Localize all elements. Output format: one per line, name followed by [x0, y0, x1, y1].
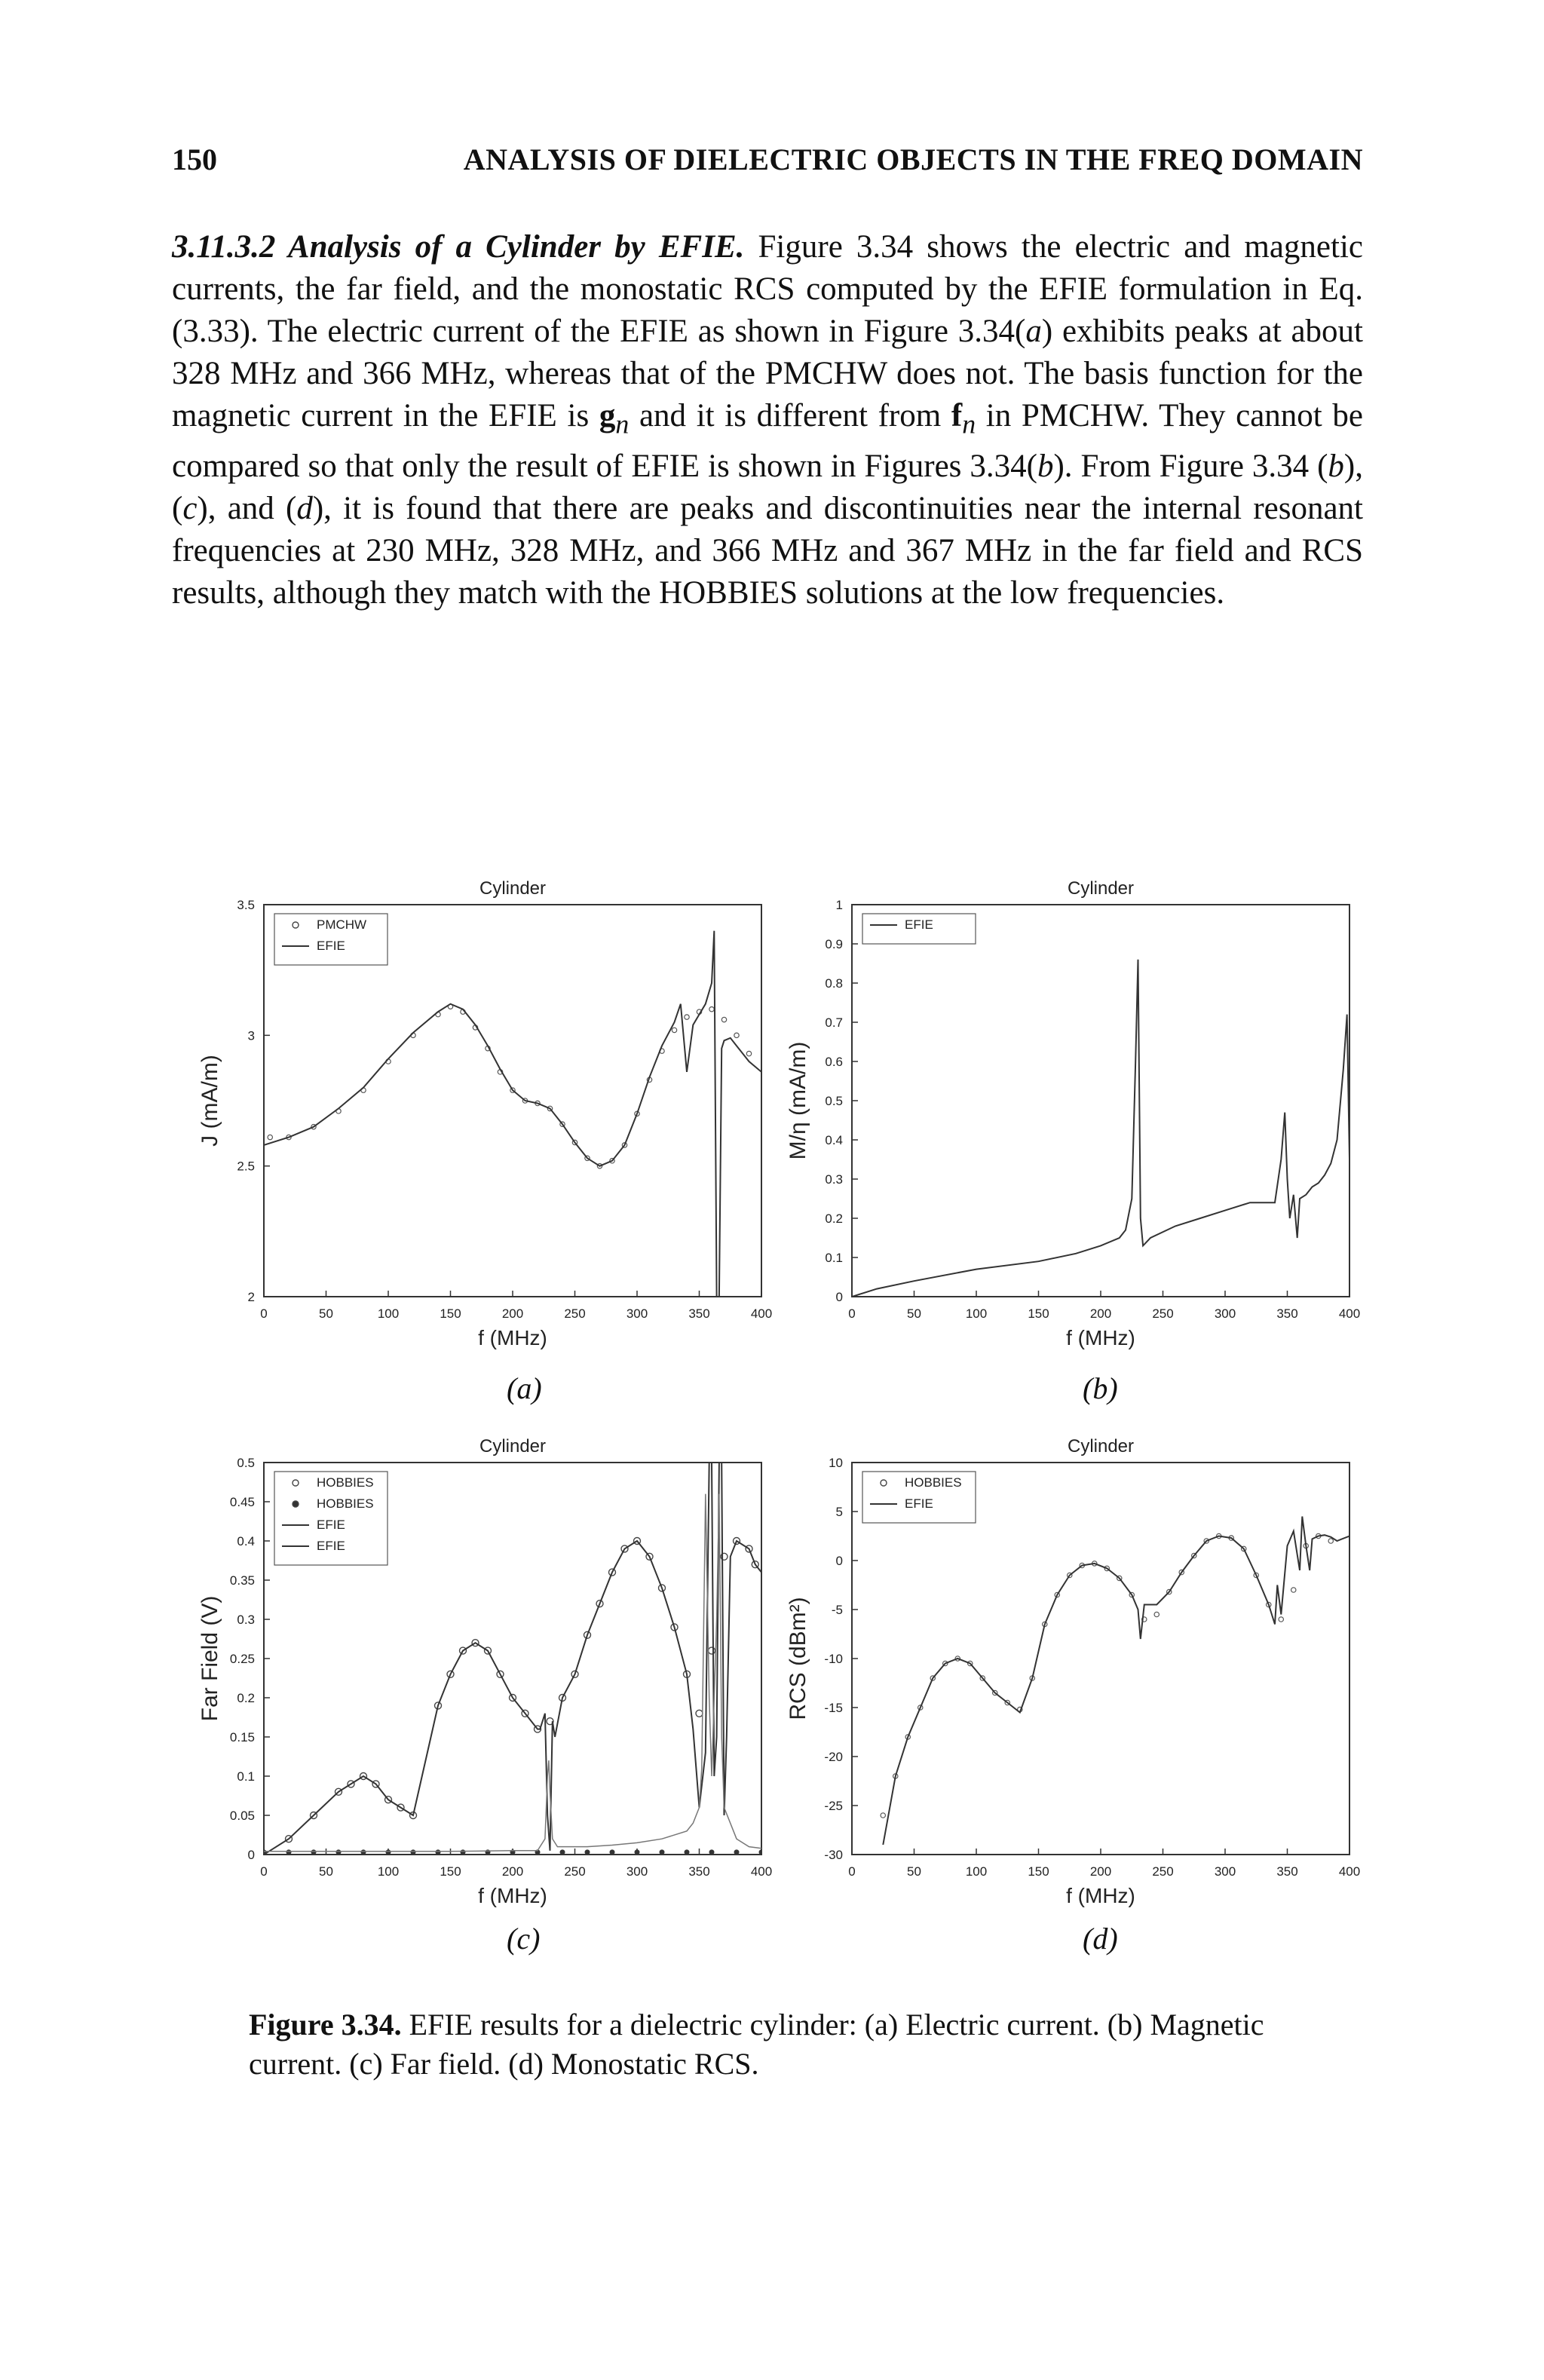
x-axis-label: f (MHz) — [1066, 1326, 1135, 1349]
y-tick-label: 0.9 — [825, 937, 843, 951]
subcaption-d: (d) — [1083, 1922, 1118, 1956]
y-axis-label: Far Field (V) — [198, 1595, 222, 1722]
text-run: in PMCHW. They cannot be compared so that only the result of EFIE is shown in Figures 3.34( — [172, 398, 1364, 484]
data-point — [268, 1135, 272, 1139]
legend-label: EFIE — [317, 939, 345, 953]
y-tick-label: 3.5 — [237, 898, 255, 912]
x-tick-label: 100 — [377, 1306, 400, 1321]
data-point — [709, 1006, 714, 1011]
text-run: Figure 3.34 shows the electric and magnetic currents, the far field, and the monostatic RCS computed by the EFIE formulation in Eq. (3.33). The electric current of the EFIE as shown in Figure 3.34( — [172, 229, 1363, 349]
data-point — [436, 1849, 441, 1855]
x-tick-label: 300 — [1214, 1864, 1236, 1879]
data-point — [386, 1849, 391, 1855]
legend-swatch — [293, 1501, 299, 1507]
x-tick-label: 300 — [1214, 1306, 1236, 1321]
x-tick-label: 250 — [564, 1864, 586, 1879]
data-point — [672, 1028, 676, 1032]
data-point — [696, 1710, 703, 1717]
y-tick-label: -15 — [824, 1701, 843, 1715]
x-tick-label: 0 — [848, 1306, 856, 1321]
x-tick-label: 300 — [626, 1306, 648, 1321]
y-tick-label: -10 — [824, 1652, 843, 1666]
body-paragraph — [172, 226, 1363, 614]
y-tick-label: 0.35 — [229, 1573, 255, 1588]
x-tick-label: 250 — [564, 1306, 586, 1321]
x-axis-label: f (MHz) — [1066, 1884, 1135, 1907]
y-tick-label: 0.2 — [825, 1211, 843, 1226]
chart-panel-0 — [198, 878, 772, 1349]
legend-label: HOBBIES — [317, 1475, 374, 1490]
text-run: b — [1328, 448, 1344, 484]
page-header — [172, 142, 1363, 187]
text-run: and it is different from — [629, 398, 951, 433]
series-line — [883, 1517, 1349, 1845]
page-number: 150 — [172, 142, 217, 176]
symbol-sub: n — [615, 409, 630, 440]
data-point — [759, 1849, 764, 1855]
x-tick-label: 0 — [260, 1864, 268, 1879]
x-tick-label: 250 — [1152, 1306, 1174, 1321]
symbol-g: g — [599, 398, 616, 433]
data-point — [685, 1015, 689, 1019]
y-tick-label: 0.1 — [825, 1251, 843, 1265]
text-run: ), ( — [172, 448, 1363, 526]
x-axis-label: f (MHz) — [478, 1884, 547, 1907]
x-tick-label: 400 — [750, 1306, 773, 1321]
x-tick-label: 0 — [260, 1306, 268, 1321]
legend-label: EFIE — [905, 917, 933, 932]
data-point — [461, 1849, 466, 1855]
data-point — [585, 1849, 590, 1855]
chart-panel-2 — [198, 1436, 772, 1907]
x-tick-label: 400 — [1338, 1306, 1361, 1321]
x-tick-label: 200 — [501, 1864, 524, 1879]
y-tick-label: 0.6 — [825, 1055, 843, 1069]
x-tick-label: 350 — [688, 1864, 710, 1879]
legend-label: EFIE — [317, 1539, 345, 1553]
data-point — [361, 1849, 366, 1855]
x-tick-label: 350 — [688, 1306, 710, 1321]
y-tick-label: 0.4 — [237, 1534, 255, 1548]
text-run: c — [182, 490, 198, 526]
text-run: a — [1025, 314, 1042, 349]
x-tick-label: 400 — [750, 1864, 773, 1879]
data-point — [560, 1849, 565, 1855]
y-tick-label: 0.15 — [229, 1730, 255, 1744]
series-line — [852, 960, 1349, 1297]
x-tick-label: 200 — [1089, 1306, 1112, 1321]
y-tick-label: 5 — [835, 1505, 843, 1519]
legend-label: EFIE — [317, 1518, 345, 1532]
data-point — [721, 1017, 726, 1022]
y-tick-label: -25 — [824, 1799, 843, 1813]
series-group — [852, 960, 1349, 1297]
y-tick-label: 0.7 — [825, 1015, 843, 1030]
data-point — [709, 1849, 715, 1855]
data-point — [286, 1849, 292, 1855]
data-point — [709, 1647, 715, 1654]
text-run: ), and ( — [197, 490, 297, 526]
data-point — [1291, 1588, 1296, 1592]
y-tick-label: 0.25 — [229, 1652, 255, 1666]
y-tick-label: 0.05 — [229, 1809, 255, 1823]
x-tick-label: 400 — [1338, 1864, 1361, 1879]
x-tick-label: 50 — [907, 1306, 921, 1321]
text-run: ). From Figure 3.34 ( — [1053, 448, 1328, 484]
y-tick-label: 2.5 — [237, 1159, 255, 1174]
x-tick-label: 150 — [440, 1306, 461, 1321]
data-point — [685, 1849, 690, 1855]
text-run: d — [296, 490, 313, 526]
running-head: ANALYSIS OF DIELECTRIC OBJECTS IN THE FREQ DOMAIN — [463, 142, 1363, 176]
subcaption-c: (c) — [507, 1922, 541, 1956]
y-tick-label: 0.5 — [825, 1094, 843, 1108]
data-point — [734, 1849, 740, 1855]
y-tick-label: -20 — [824, 1750, 843, 1764]
legend-label: EFIE — [905, 1496, 933, 1511]
x-tick-label: 100 — [965, 1306, 988, 1321]
x-axis-label: f (MHz) — [478, 1326, 547, 1349]
data-point — [1328, 1539, 1333, 1543]
x-tick-label: 200 — [501, 1306, 524, 1321]
data-point — [336, 1849, 342, 1855]
data-point — [411, 1849, 416, 1855]
data-point — [610, 1849, 615, 1855]
x-tick-label: 50 — [907, 1864, 921, 1879]
caption-text: EFIE results for a dielectric cylinder: (a) Electric current. (b) Magnetic current. (c) Far field. (d) Monostatic RCS. — [249, 2008, 1264, 2081]
data-point — [746, 1051, 751, 1055]
y-tick-label: 1 — [835, 898, 843, 912]
data-point — [635, 1849, 640, 1855]
x-tick-label: 0 — [848, 1864, 856, 1879]
text-run: b — [1037, 448, 1054, 484]
y-tick-label: -30 — [824, 1848, 843, 1862]
series-group — [264, 931, 761, 1297]
figure-3-34 — [196, 867, 1372, 2013]
x-tick-label: 150 — [1028, 1306, 1049, 1321]
section-title: 3.11.3.2 Analysis of a Cylinder by EFIE. — [172, 229, 745, 265]
data-point — [660, 1849, 665, 1855]
x-tick-label: 150 — [440, 1864, 461, 1879]
y-tick-label: 3 — [247, 1028, 255, 1043]
plot-frame — [852, 905, 1349, 1297]
caption-label: Figure 3.34. — [249, 2008, 402, 2042]
chart-title: Cylinder — [1067, 878, 1135, 899]
x-tick-label: 200 — [1089, 1864, 1112, 1879]
y-tick-label: 0.45 — [229, 1495, 255, 1509]
data-point — [881, 1813, 885, 1818]
y-tick-label: 2 — [247, 1290, 255, 1304]
x-tick-label: 50 — [319, 1306, 333, 1321]
y-axis-label: RCS (dBm²) — [786, 1597, 810, 1720]
symbol-sub: n — [962, 409, 976, 440]
y-tick-label: 10 — [829, 1456, 843, 1470]
series-group — [881, 1517, 1349, 1845]
y-axis-label: J (mA/m) — [198, 1055, 222, 1147]
data-point — [734, 1033, 739, 1037]
y-axis-label: M/η (mA/m) — [786, 1041, 810, 1160]
y-tick-label: 0.5 — [237, 1456, 255, 1470]
y-tick-label: 0.1 — [237, 1769, 255, 1784]
subcaption-a: (a) — [507, 1371, 542, 1405]
x-tick-label: 350 — [1276, 1864, 1298, 1879]
y-tick-label: 0.3 — [825, 1172, 843, 1187]
x-tick-label: 150 — [1028, 1864, 1049, 1879]
legend-label: HOBBIES — [905, 1475, 962, 1490]
chart-title: Cylinder — [1067, 1436, 1135, 1456]
data-point — [311, 1849, 317, 1855]
data-point — [1279, 1617, 1283, 1622]
x-tick-label: 100 — [965, 1864, 988, 1879]
legend-label: HOBBIES — [317, 1496, 374, 1511]
x-tick-label: 350 — [1276, 1306, 1298, 1321]
x-tick-label: 300 — [626, 1864, 648, 1879]
y-tick-label: 0.3 — [237, 1613, 255, 1627]
chart-title: Cylinder — [479, 878, 547, 899]
text-run: ) exhibits peaks at about 328 MHz and 366 MHz, whereas that of the PMCHW does not. The basis function for the magnetic current in the EFIE is — [172, 314, 1363, 433]
symbol-f: f — [951, 398, 963, 433]
x-tick-label: 100 — [377, 1864, 400, 1879]
chart-title: Cylinder — [479, 1436, 547, 1456]
y-tick-label: 0 — [835, 1290, 843, 1304]
y-tick-label: 0.8 — [825, 976, 843, 991]
x-tick-label: 250 — [1152, 1864, 1174, 1879]
figure-panels — [196, 867, 1372, 2013]
text-run: ), it is found that there are peaks and discontinuities near the internal resonant frequencies at 230 MHz, 328 MHz, and 366 MHz and 367 MHz in the far field and RCS results, although they match with the HOBBIES solutions at the low frequencies. — [172, 490, 1364, 611]
y-tick-label: 0.4 — [825, 1133, 843, 1147]
y-tick-label: -5 — [831, 1603, 843, 1617]
chart-panel-1 — [786, 878, 1360, 1349]
y-tick-label: 0 — [835, 1554, 843, 1568]
legend-label: PMCHW — [317, 917, 367, 932]
figure-caption — [249, 2005, 1334, 2084]
y-tick-label: 0.2 — [237, 1691, 255, 1705]
chart-panel-3 — [786, 1436, 1360, 1907]
y-tick-label: 0 — [247, 1848, 255, 1862]
subcaption-b: (b) — [1083, 1371, 1118, 1405]
data-point — [1154, 1612, 1159, 1616]
x-tick-label: 50 — [319, 1864, 333, 1879]
